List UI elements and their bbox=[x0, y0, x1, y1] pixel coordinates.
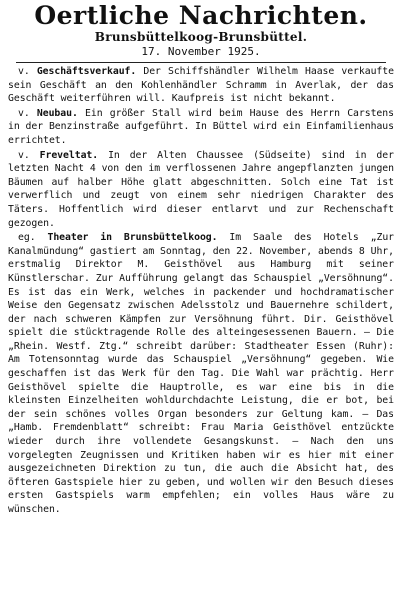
article-body: Ein größer Stall wird beim Hause des Herrn Carstens in der Benzinstraße aufgeführt. In Büttel wird ein Einfamilienhaus errichtet. bbox=[8, 107, 394, 146]
article-body: Im Saale des Hotels „Zur Kanalmündung“ gastiert am Sonntag, den 22. November, abends 8 Uhr, erstmalig Direktor M. Geisthövel aus Hamburg mit seiner Künstlerschar. Zur Aufführung gelangt das Schauspiel „Versöhnung“. Es ist das ein Werk, welches in packender und hochdramatischer Weise den Gegensatz zwischen Adelsstolz und Bauernehre schildert, der nach schweren Kämpfen zur Versöhnung führt. Dir. Geisthövel spielt die stücktragende Rolle des alteingesessenen Bauern. — Die „Rhein. Westf. Ztg.“ schreibt darüber: Stadtheater Essen (Ruhr): Am Totensonntag wurde das Schauspiel „Versöhnung“ gegeben. Wie geschaffen ist das Werk für den Tag. Die Wahl war prächtig. Herr Geisthövel spielte die Hauptrolle, es war eine bis in die kleinsten Einzelheiten wohldurchdachte Leistung, die er bot, bei der sein schönes volles Organ besonders zur Geltung kam. — Das „Hamb. Fremdenblatt“ schreibt: Frau Maria Geisthövel entzückte wieder durch ihre vollendete Gesangskunst. — Nach den uns vorgelegten Zeugnissen und Kritiken haben wir es hier mit einer ausgezeichneten Direktion zu tun, die auch die Absicht hat, des öfteren Gastspiele hier zu geben, und wollen wir den Besuch dieses ersten Gastspiels warm empfehlen; ein volles Haus wäre zu wünschen. bbox=[8, 232, 395, 515]
article-marker: v. bbox=[18, 107, 30, 119]
divider-rule bbox=[16, 62, 386, 63]
page-headline: Oertliche Nachrichten. bbox=[34, 1, 368, 30]
article-heading: Freveltat. bbox=[39, 149, 99, 161]
article-body: Der Schiffshändler Wilhelm Haase verkaufte sein Geschäft an den Kohlenhändler Schramm in Averlak, der das Geschäft weiterführen will. Kaufpreis ist nicht bekannt. bbox=[8, 66, 394, 105]
article-text bbox=[8, 65, 394, 106]
article-marker: eg. bbox=[18, 232, 36, 244]
article-heading: Geschäftsverkauf. bbox=[36, 66, 137, 77]
article-heading: Neubau. bbox=[36, 107, 78, 119]
article-text bbox=[8, 231, 394, 516]
article-theater bbox=[8, 231, 394, 516]
article-geschaeftsverkauf bbox=[8, 65, 394, 106]
dateline: 17. November 1925. bbox=[141, 45, 261, 58]
article-heading: Theater in Brunsbüttelkoog. bbox=[47, 232, 218, 244]
article-body: In der Alten Chaussee (Südseite) sind in der letzten Nacht 4 von den im verflossenen Jahre angepflanzten jungen Bäumen auf halber Höhe glatt abgeschnitten. Solch eine Tat ist verwerflich und zeugt von einem sehr niedrigen Charakter des Täters. Hoffentlich wird dieser entlarvt und zur Rechenschaft gezogen. bbox=[8, 149, 394, 229]
article-text bbox=[8, 107, 394, 148]
article-marker: v. bbox=[18, 149, 30, 161]
article-neubau bbox=[8, 107, 394, 148]
article-marker: v. bbox=[18, 66, 30, 77]
article-text bbox=[8, 149, 394, 231]
section-subhead: Brunsbüttelkoog-Brunsbüttel. bbox=[94, 30, 308, 44]
article-frevaltat bbox=[8, 149, 394, 231]
